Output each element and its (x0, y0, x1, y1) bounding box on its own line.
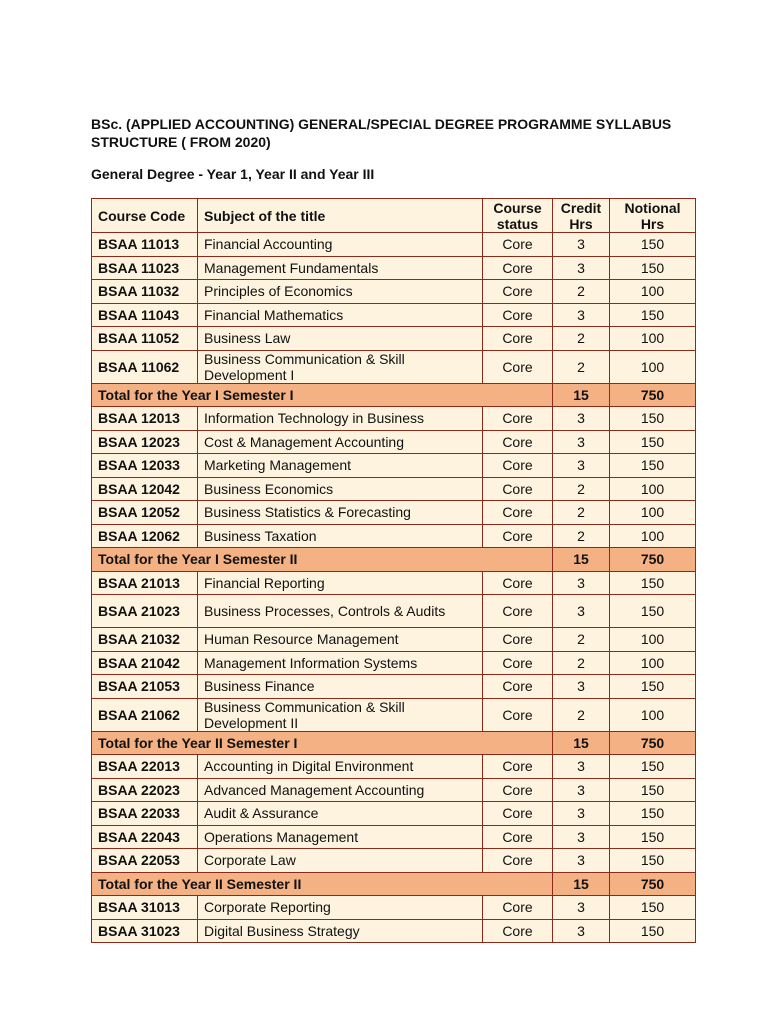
credit-hrs-cell: 3 (553, 896, 610, 920)
course-status-cell: Core (483, 477, 553, 501)
course-status-cell: Core (483, 233, 553, 257)
credit-hrs-cell: 2 (553, 477, 610, 501)
table-row (92, 524, 696, 548)
course-status-cell: Core (483, 755, 553, 779)
table-row (92, 802, 696, 826)
notional-hrs-cell: 150 (610, 233, 696, 257)
course-status-cell: Core (483, 896, 553, 920)
table-row (92, 430, 696, 454)
subject-cell: Financial Accounting (198, 233, 483, 257)
course-status-cell: Core (483, 698, 553, 731)
course-code-cell: BSAA 11052 (92, 327, 198, 351)
notional-hrs-cell: 100 (610, 524, 696, 548)
course-status-cell: Core (483, 849, 553, 873)
course-code-cell: BSAA 22023 (92, 778, 198, 802)
credit-hrs-cell: 2 (553, 327, 610, 351)
notional-hrs-cell: 150 (610, 256, 696, 280)
notional-hrs-cell: 150 (610, 595, 696, 628)
notional-hrs-cell: 100 (610, 280, 696, 304)
course-status-cell: Core (483, 407, 553, 431)
total-credit-hrs: 15 (553, 731, 610, 755)
subject-cell: Operations Management (198, 825, 483, 849)
total-row (92, 731, 696, 755)
course-code-cell: BSAA 22043 (92, 825, 198, 849)
course-code-cell: BSAA 12052 (92, 501, 198, 525)
notional-hrs-cell: 150 (610, 454, 696, 478)
subject-cell: Advanced Management Accounting (198, 778, 483, 802)
credit-hrs-cell: 3 (553, 849, 610, 873)
notional-hrs-cell: 150 (610, 802, 696, 826)
total-credit-hrs: 15 (553, 383, 610, 407)
credit-hrs-cell: 2 (553, 501, 610, 525)
course-status-cell: Core (483, 595, 553, 628)
subject-cell: Financial Mathematics (198, 303, 483, 327)
subject-cell: Principles of Economics (198, 280, 483, 304)
notional-hrs-cell: 150 (610, 778, 696, 802)
document-subtitle: General Degree - Year 1, Year II and Year III (91, 166, 375, 182)
subject-cell: Business Law (198, 327, 483, 351)
course-code-cell: BSAA 12062 (92, 524, 198, 548)
total-row (92, 872, 696, 896)
subject-cell: Business Taxation (198, 524, 483, 548)
table-row (92, 896, 696, 920)
table-row (92, 571, 696, 595)
credit-hrs-cell: 2 (553, 280, 610, 304)
table-row (92, 919, 696, 943)
course-status-cell: Core (483, 327, 553, 351)
credit-hrs-cell: 3 (553, 802, 610, 826)
header-course-status: Course status (483, 199, 553, 233)
table-body (92, 233, 696, 943)
course-code-cell: BSAA 21062 (92, 698, 198, 731)
table-row (92, 755, 696, 779)
notional-hrs-cell: 150 (610, 303, 696, 327)
notional-hrs-cell: 100 (610, 501, 696, 525)
total-notional-hrs: 750 (610, 872, 696, 896)
notional-hrs-cell: 150 (610, 825, 696, 849)
notional-hrs-cell: 100 (610, 698, 696, 731)
subject-cell: Corporate Law (198, 849, 483, 873)
total-credit-hrs: 15 (553, 872, 610, 896)
total-label: Total for the Year I Semester II (92, 548, 553, 572)
course-code-cell: BSAA 12042 (92, 477, 198, 501)
header-credit-hrs: Credit Hrs (553, 199, 610, 233)
course-code-cell: BSAA 12023 (92, 430, 198, 454)
table-row (92, 849, 696, 873)
header-course-code: Course Code (92, 199, 198, 233)
credit-hrs-cell: 2 (553, 350, 610, 383)
credit-hrs-cell: 3 (553, 675, 610, 699)
course-code-cell: BSAA 11043 (92, 303, 198, 327)
table-row (92, 595, 696, 628)
notional-hrs-cell: 150 (610, 571, 696, 595)
course-status-cell: Core (483, 628, 553, 652)
credit-hrs-cell: 3 (553, 755, 610, 779)
table-row (92, 303, 696, 327)
course-status-cell: Core (483, 350, 553, 383)
total-notional-hrs: 750 (610, 548, 696, 572)
subject-cell: Business Statistics & Forecasting (198, 501, 483, 525)
credit-hrs-cell: 3 (553, 233, 610, 257)
notional-hrs-cell: 100 (610, 350, 696, 383)
notional-hrs-cell: 100 (610, 628, 696, 652)
total-row (92, 548, 696, 572)
course-status-cell: Core (483, 802, 553, 826)
course-status-cell: Core (483, 303, 553, 327)
subject-cell: Audit & Assurance (198, 802, 483, 826)
course-status-cell: Core (483, 454, 553, 478)
course-status-cell: Core (483, 825, 553, 849)
course-code-cell: BSAA 11013 (92, 233, 198, 257)
subject-cell: Business Finance (198, 675, 483, 699)
credit-hrs-cell: 3 (553, 303, 610, 327)
course-code-cell: BSAA 11032 (92, 280, 198, 304)
course-code-cell: BSAA 21013 (92, 571, 198, 595)
course-code-cell: BSAA 21032 (92, 628, 198, 652)
credit-hrs-cell: 3 (553, 407, 610, 431)
table-row (92, 407, 696, 431)
credit-hrs-cell: 3 (553, 919, 610, 943)
document-title: BSc. (APPLIED ACCOUNTING) GENERAL/SPECIAL DEGREE PROGRAMME SYLLABUS STRUCTURE ( FROM 2020) (91, 116, 672, 150)
course-code-cell: BSAA 11023 (92, 256, 198, 280)
credit-hrs-cell: 2 (553, 651, 610, 675)
notional-hrs-cell: 150 (610, 675, 696, 699)
subject-cell: Information Technology in Business (198, 407, 483, 431)
table-row (92, 454, 696, 478)
total-label: Total for the Year II Semester II (92, 872, 553, 896)
course-status-cell: Core (483, 430, 553, 454)
course-code-cell: BSAA 31013 (92, 896, 198, 920)
table-row (92, 501, 696, 525)
notional-hrs-cell: 100 (610, 327, 696, 351)
course-code-cell: BSAA 12033 (92, 454, 198, 478)
total-notional-hrs: 750 (610, 731, 696, 755)
notional-hrs-cell: 150 (610, 849, 696, 873)
table-row (92, 233, 696, 257)
course-status-cell: Core (483, 919, 553, 943)
table-header-row (92, 199, 696, 233)
header-subject: Subject of the title (198, 199, 483, 233)
subject-cell: Business Communication & Skill Development II (198, 698, 483, 731)
subject-cell: Business Communication & Skill Development I (198, 350, 483, 383)
table-row (92, 651, 696, 675)
table-row (92, 256, 696, 280)
course-status-cell: Core (483, 571, 553, 595)
credit-hrs-cell: 3 (553, 454, 610, 478)
subject-cell: Financial Reporting (198, 571, 483, 595)
credit-hrs-cell: 2 (553, 524, 610, 548)
course-status-cell: Core (483, 675, 553, 699)
course-code-cell: BSAA 12013 (92, 407, 198, 431)
subject-cell: Management Fundamentals (198, 256, 483, 280)
subject-cell: Human Resource Management (198, 628, 483, 652)
credit-hrs-cell: 2 (553, 628, 610, 652)
table-row (92, 675, 696, 699)
total-notional-hrs: 750 (610, 383, 696, 407)
table-row (92, 327, 696, 351)
credit-hrs-cell: 3 (553, 825, 610, 849)
notional-hrs-cell: 150 (610, 755, 696, 779)
course-status-cell: Core (483, 524, 553, 548)
total-row (92, 383, 696, 407)
course-status-cell: Core (483, 778, 553, 802)
subject-cell: Corporate Reporting (198, 896, 483, 920)
table-row (92, 778, 696, 802)
course-code-cell: BSAA 21023 (92, 595, 198, 628)
syllabus-table (91, 198, 696, 943)
notional-hrs-cell: 150 (610, 430, 696, 454)
subject-cell: Business Economics (198, 477, 483, 501)
notional-hrs-cell: 100 (610, 477, 696, 501)
notional-hrs-cell: 100 (610, 651, 696, 675)
course-status-cell: Core (483, 501, 553, 525)
notional-hrs-cell: 150 (610, 896, 696, 920)
header-notional-hrs: Notional Hrs (610, 199, 696, 233)
course-code-cell: BSAA 21053 (92, 675, 198, 699)
table-row (92, 628, 696, 652)
credit-hrs-cell: 2 (553, 698, 610, 731)
total-label: Total for the Year II Semester I (92, 731, 553, 755)
credit-hrs-cell: 3 (553, 430, 610, 454)
notional-hrs-cell: 150 (610, 919, 696, 943)
course-code-cell: BSAA 31023 (92, 919, 198, 943)
total-label: Total for the Year I Semester I (92, 383, 553, 407)
course-status-cell: Core (483, 256, 553, 280)
subject-cell: Management Information Systems (198, 651, 483, 675)
course-code-cell: BSAA 21042 (92, 651, 198, 675)
table-row (92, 350, 696, 383)
notional-hrs-cell: 150 (610, 407, 696, 431)
credit-hrs-cell: 3 (553, 595, 610, 628)
course-code-cell: BSAA 22033 (92, 802, 198, 826)
total-credit-hrs: 15 (553, 548, 610, 572)
subject-cell: Business Processes, Controls & Audits (198, 595, 483, 628)
subject-cell: Cost & Management Accounting (198, 430, 483, 454)
table-row (92, 280, 696, 304)
table-row (92, 825, 696, 849)
credit-hrs-cell: 3 (553, 778, 610, 802)
course-code-cell: BSAA 22013 (92, 755, 198, 779)
course-status-cell: Core (483, 280, 553, 304)
table-row (92, 477, 696, 501)
credit-hrs-cell: 3 (553, 256, 610, 280)
course-code-cell: BSAA 22053 (92, 849, 198, 873)
course-status-cell: Core (483, 651, 553, 675)
subject-cell: Marketing Management (198, 454, 483, 478)
credit-hrs-cell: 3 (553, 571, 610, 595)
subject-cell: Accounting in Digital Environment (198, 755, 483, 779)
course-code-cell: BSAA 11062 (92, 350, 198, 383)
table-row (92, 698, 696, 731)
subject-cell: Digital Business Strategy (198, 919, 483, 943)
